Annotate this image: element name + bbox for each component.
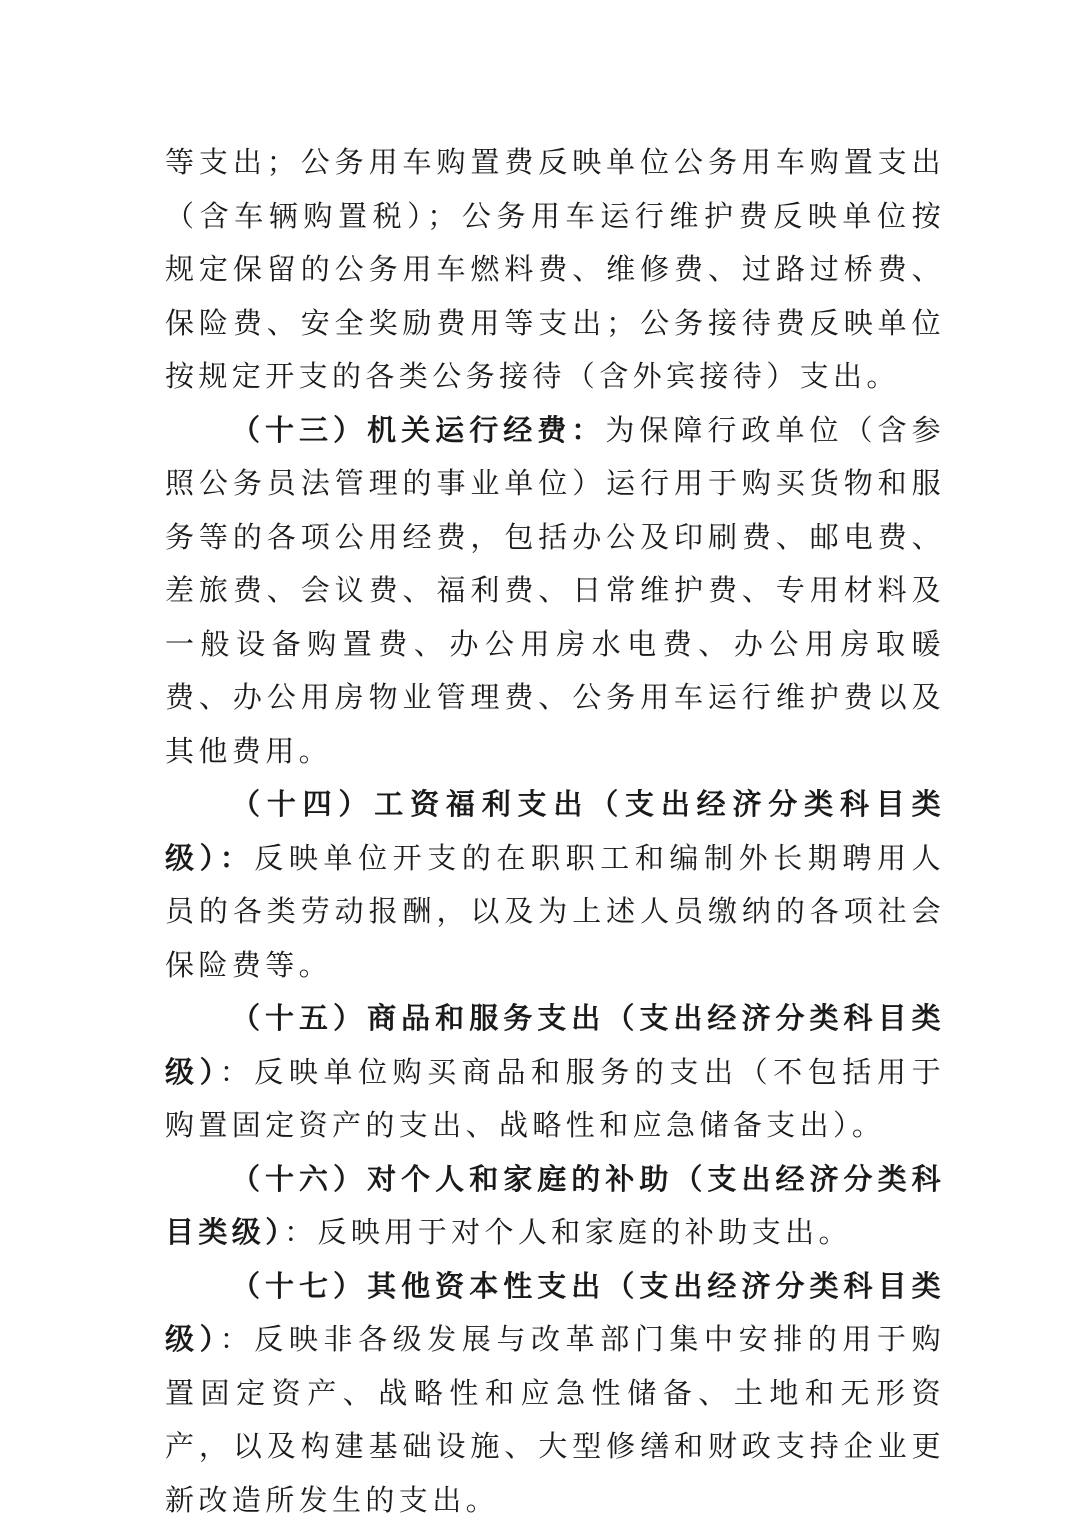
paragraph-item-13 bbox=[165, 404, 945, 779]
paragraph-heading: （十五）商品和服务支出（支出经济分类科目类级） bbox=[165, 1001, 945, 1089]
paragraph-text: 为保障行政单位（含参照公务员法管理的事业单位）运行用于购买货物和服务等的各项公用经费，包括办公及印刷费、邮电费、差旅费、会议费、福利费、日常维护费、专用材料及一般设备购置费、办公用房水电费、办公用房取暖费、办公用房物业管理费、公务用车运行维护费以及其他费用。 bbox=[165, 413, 945, 768]
paragraph-text: ：反映单位购买商品和服务的支出（不包括用于购置固定资产的支出、战略性和应急储备支出）。 bbox=[165, 1055, 945, 1143]
paragraph-text: 反映单位开支的在职职工和编制外长期聘用人员的各类劳动报酬，以及为上述人员缴纳的各项社会保险费等。 bbox=[165, 841, 945, 982]
paragraph-heading: （十六）对个人和家庭的补助（支出经济分类科目类级） bbox=[165, 1162, 945, 1250]
paragraph-text: ：反映非各级发展与改革部门集中安排的用于购置固定资产、战略性和应急性储备、土地和无形资产，以及构建基础设施、大型修缮和财政支持企业更新改造所发生的支出。 bbox=[165, 1322, 945, 1517]
paragraph-item-14 bbox=[165, 778, 945, 992]
paragraph-heading: （十七）其他资本性支出（支出经济分类科目类级） bbox=[165, 1269, 945, 1357]
paragraph-text: ：反映用于对个人和家庭的补助支出。 bbox=[284, 1215, 852, 1249]
paragraph-heading: （十四）工资福利支出（支出经济分类科目类级）： bbox=[165, 787, 945, 875]
document-body bbox=[165, 136, 945, 1527]
paragraph-item-17 bbox=[165, 1260, 945, 1527]
paragraph-item-15 bbox=[165, 992, 945, 1153]
paragraph-item-16 bbox=[165, 1153, 945, 1260]
paragraph-text: 等支出；公务用车购置费反映单位公务用车购置支出（含车辆购置税）；公务用车运行维护费反映单位按规定保留的公务用车燃料费、维修费、过路过桥费、保险费、安全奖励费用等支出；公务接待费反映单位按规定开支的各类公务接待（含外宾接待）支出。 bbox=[165, 145, 945, 393]
paragraph-heading: （十三）机关运行经费： bbox=[231, 413, 605, 447]
paragraph-continuation bbox=[165, 136, 945, 404]
